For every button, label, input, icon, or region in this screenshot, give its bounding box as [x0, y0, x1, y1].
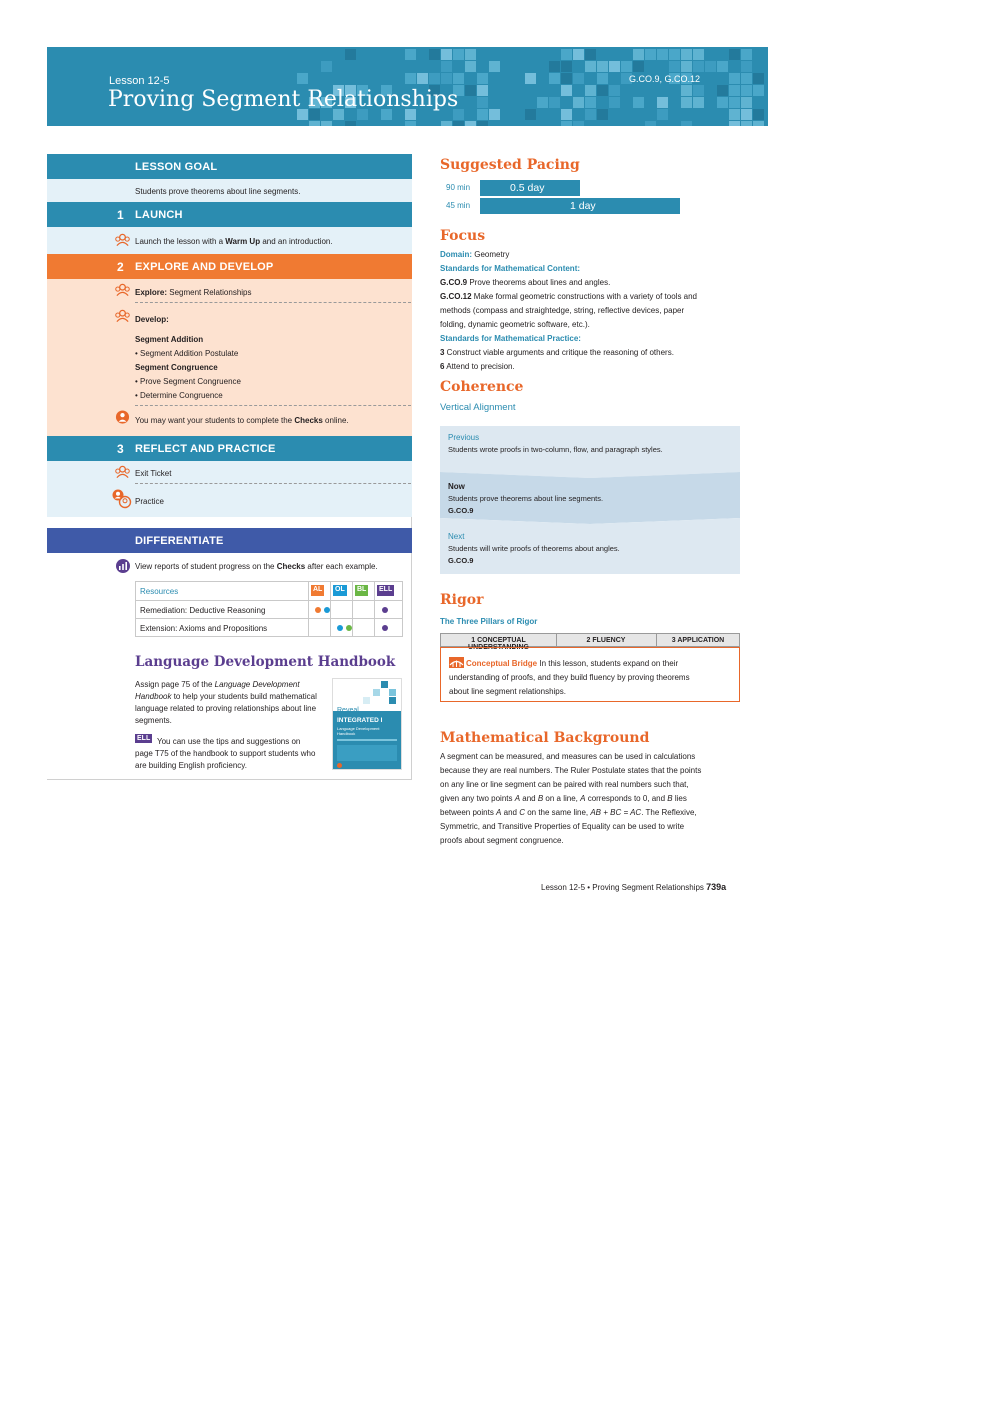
banner-tile	[645, 121, 656, 126]
banner-tile	[561, 61, 572, 72]
next-label: Next	[448, 532, 465, 541]
vertical-alignment-label: Vertical Alignment	[440, 402, 516, 413]
lesson-plan-column	[47, 154, 412, 780]
lesson-banner	[47, 47, 768, 126]
banner-tile	[741, 109, 752, 120]
practice-standard-6: 6 Attend to precision.	[440, 362, 515, 371]
banner-tile	[633, 49, 644, 60]
banner-tile	[477, 121, 488, 126]
ell-tag: ELL	[137, 735, 151, 742]
focus-heading: Focus	[440, 228, 486, 244]
now-standard: G.CO.9	[448, 506, 474, 515]
bridge-line: understanding of proofs, and they build fluency by proving theorems	[449, 673, 690, 682]
banner-tile	[633, 61, 644, 72]
resource-name: Extension: Axioms and Propositions	[140, 624, 268, 633]
reflect-bar	[47, 436, 412, 461]
ldh-text-line: are building English proficiency.	[135, 761, 247, 770]
banner-tile	[465, 85, 476, 96]
math-bg-line: A segment can be measured, and measures can be used in calculations	[440, 752, 696, 761]
al-dot	[315, 607, 321, 613]
pacing-bar-90: 0.5 day	[480, 180, 580, 196]
banner-tile	[657, 97, 668, 108]
develop-topic-2-item: • Determine Congruence	[135, 391, 223, 400]
launch-label: LAUNCH	[135, 209, 183, 221]
banner-tile	[741, 121, 752, 126]
banner-tile	[645, 49, 656, 60]
rigor-subheading: The Three Pillars of Rigor	[440, 617, 538, 626]
ol-dot	[337, 625, 343, 631]
banner-tile	[597, 85, 608, 96]
lesson-title: Proving Segment Relationships	[108, 87, 459, 112]
pacing-label-90: 90 min	[446, 183, 471, 192]
banner-tile	[681, 85, 692, 96]
banner-tile	[729, 121, 740, 126]
small-group-icon	[112, 489, 132, 509]
pillar-fluency: 2 FLUENCY	[586, 637, 626, 644]
banner-tile	[741, 49, 752, 60]
whole-class-icon	[115, 309, 130, 323]
banner-tile	[669, 49, 680, 60]
banner-tile	[549, 73, 560, 84]
checks-text: You may want your students to complete the Checks online.	[135, 416, 349, 425]
lesson-standards: G.CO.9, G.CO.12	[629, 74, 701, 84]
banner-tile	[465, 49, 476, 60]
banner-tile	[525, 109, 536, 120]
ldh-text-line: Assign page 75 of the Language Development	[135, 680, 300, 689]
lesson-goal-panel	[47, 179, 412, 202]
math-bg-line: because they are real numbers. The Ruler Postulate states that the points	[440, 766, 702, 775]
differentiate-label: DIFFERENTIATE	[135, 535, 224, 547]
reflect-label: REFLECT AND PRACTICE	[135, 443, 276, 455]
banner-tile	[741, 73, 752, 84]
banner-tile	[585, 85, 596, 96]
banner-tile	[681, 121, 692, 126]
banner-tile	[561, 73, 572, 84]
bridge-line: Conceptual Bridge In this lesson, students expand on their	[466, 659, 679, 668]
ldh-text-line: page T75 of the handbook to support students who	[135, 749, 316, 758]
now-label: Now	[448, 482, 465, 491]
banner-tile	[669, 61, 680, 72]
banner-tile	[561, 121, 572, 126]
banner-tile	[345, 49, 356, 60]
explore-label: EXPLORE AND DEVELOP	[135, 261, 274, 273]
handbook-cover	[332, 678, 402, 770]
banner-tile	[657, 109, 668, 120]
banner-tile	[429, 73, 440, 84]
banner-tile	[609, 61, 620, 72]
banner-tile	[729, 85, 740, 96]
now-text: Students prove theorems about line segments.	[448, 494, 604, 503]
banner-tile	[549, 97, 560, 108]
banner-tile	[477, 109, 488, 120]
math-bg-line: given any two points A and B on a line, A corresponds to 0, and B lies	[440, 794, 687, 803]
previous-label: Previous	[448, 433, 480, 442]
previous-text: Students wrote proofs in two-column, flow, and paragraph styles.	[448, 445, 663, 454]
page-number: 739a	[706, 882, 727, 892]
practice-item: Practice	[135, 497, 164, 506]
banner-tile	[681, 61, 692, 72]
ldh-text-line: language related to proving relationships about line	[135, 704, 317, 713]
table-header-row	[136, 582, 402, 600]
explore-bar	[47, 254, 412, 279]
banner-tile	[321, 121, 332, 126]
develop-label: Develop:	[135, 315, 169, 324]
pacing-bar-45: 1 day	[480, 198, 680, 214]
content-standards-label: Standards for Mathematical Content:	[440, 264, 581, 273]
explore-item: Explore: Segment Relationships	[135, 288, 252, 297]
develop-topic-1: Segment Addition	[135, 335, 204, 344]
banner-tile	[441, 73, 452, 84]
banner-tile	[597, 73, 608, 84]
page-footer: Lesson 12-5 • Proving Segment Relationships 739a	[541, 882, 727, 892]
banner-tile	[573, 73, 584, 84]
banner-tile	[405, 73, 416, 84]
banner-tile	[405, 121, 416, 126]
reports-chart-icon	[116, 559, 130, 573]
tag-ell: ELL	[377, 585, 394, 596]
banner-tile	[453, 121, 464, 126]
banner-tile	[729, 73, 740, 84]
banner-tile	[453, 49, 464, 60]
banner-tile	[573, 49, 584, 60]
banner-tile	[585, 49, 596, 60]
pacing-label-45: 45 min	[446, 201, 471, 210]
lesson-goal-bar	[47, 154, 412, 179]
ol-dot	[324, 607, 330, 613]
rigor-heading: Rigor	[440, 592, 484, 608]
banner-tile	[729, 97, 740, 108]
lesson-goal-text: Students prove theorems about line segments.	[135, 187, 301, 196]
math-background-heading: Mathematical Background	[440, 730, 650, 746]
rigor-pillars-header	[440, 633, 740, 651]
divider	[135, 302, 411, 303]
banner-tile	[753, 73, 764, 84]
banner-tile	[753, 121, 764, 126]
banner-tile	[585, 97, 596, 108]
divider	[135, 405, 411, 406]
differentiate-bar	[47, 528, 412, 553]
banner-tile	[441, 121, 452, 126]
book-brand: Reveal	[337, 707, 359, 714]
banner-tile	[717, 97, 728, 108]
banner-tile	[525, 73, 536, 84]
book-title: INTEGRATED I	[337, 717, 383, 724]
banner-tile	[609, 97, 620, 108]
practice-standard-3: 3 Construct viable arguments and critique the reasoning of others.	[440, 348, 674, 357]
next-standard: G.CO.9	[448, 556, 474, 565]
banner-tile	[441, 61, 452, 72]
lesson-goal-label: LESSON GOAL	[135, 161, 218, 173]
bridge-line: about line segment relationships.	[449, 687, 566, 696]
develop-topic-2: Segment Congruence	[135, 363, 218, 372]
table-row	[136, 618, 402, 636]
focus-domain: Domain: Geometry	[440, 250, 510, 259]
individual-icon	[115, 410, 130, 424]
math-bg-line: between points A and C on the same line, AB + BC = AC. The Reflexive,	[440, 808, 697, 817]
banner-tile	[741, 97, 752, 108]
banner-tile	[633, 97, 644, 108]
lesson-number: Lesson 12-5	[109, 75, 170, 87]
ldh-text-line: Handbook to help your students build mathematical	[135, 692, 317, 701]
banner-tile	[465, 61, 476, 72]
coherence-heading: Coherence	[440, 379, 524, 395]
banner-tile	[561, 49, 572, 60]
banner-tile	[477, 73, 488, 84]
banner-tile	[549, 61, 560, 72]
banner-tile	[573, 97, 584, 108]
whole-class-icon	[115, 233, 130, 247]
standard-gco9: G.CO.9 Prove theorems about lines and angles.	[440, 278, 611, 287]
standard-gco12-line: methods (compass and straightedge, string, reflective devices, paper	[440, 306, 685, 315]
banner-tile	[489, 109, 500, 120]
ell-dot	[382, 625, 388, 631]
launch-bar	[47, 202, 412, 227]
book-subtitle: Language Development Handbook	[337, 726, 380, 736]
pacing-heading: Suggested Pacing	[440, 157, 580, 173]
banner-tile	[657, 49, 668, 60]
banner-tile	[405, 49, 416, 60]
banner-tile	[753, 85, 764, 96]
banner-tile	[585, 109, 596, 120]
practice-standards-label: Standards for Mathematical Practice:	[440, 334, 581, 343]
banner-tile	[741, 85, 752, 96]
reflect-number: 3	[117, 442, 124, 456]
banner-tile	[729, 109, 740, 120]
banner-tile	[441, 49, 452, 60]
banner-tile	[693, 85, 704, 96]
exit-ticket-item: Exit Ticket	[135, 469, 172, 478]
banner-tile	[561, 85, 572, 96]
pillar-application: 3 APPLICATION	[671, 637, 725, 644]
develop-topic-2-item: • Prove Segment Congruence	[135, 377, 241, 386]
banner-tile	[705, 61, 716, 72]
banner-tile	[717, 85, 728, 96]
ldh-title: Language Development Handbook	[135, 654, 396, 670]
banner-tile	[597, 61, 608, 72]
banner-tile	[597, 109, 608, 120]
banner-tile	[717, 61, 728, 72]
banner-tile	[477, 85, 488, 96]
differentiate-text: View reports of student progress on the Checks after each example.	[135, 562, 378, 571]
math-bg-line: on any line or line segment can be paired with real numbers such that,	[440, 780, 689, 789]
banner-tile	[693, 61, 704, 72]
launch-text: Launch the lesson with a Warm Up and an introduction.	[135, 237, 333, 246]
math-bg-line: proofs about segment congruence.	[440, 836, 564, 845]
banner-tile	[321, 61, 332, 72]
resource-name: Remediation: Deductive Reasoning	[140, 606, 266, 615]
banner-tile	[609, 85, 620, 96]
banner-tile	[585, 61, 596, 72]
banner-tile	[729, 49, 740, 60]
banner-tile	[489, 61, 500, 72]
explore-panel	[47, 279, 412, 436]
develop-topic-1-item: • Segment Addition Postulate	[135, 349, 239, 358]
banner-tile	[681, 49, 692, 60]
whole-class-icon	[115, 283, 130, 297]
banner-tile	[681, 97, 692, 108]
banner-tile	[741, 61, 752, 72]
ldh-text-line: segments.	[135, 716, 172, 725]
banner-tile	[477, 97, 488, 108]
banner-tile	[561, 109, 572, 120]
explore-number: 2	[117, 260, 124, 274]
math-bg-line: Symmetric, and Transitive Properties of Equality can be used to write	[440, 822, 685, 831]
standard-gco12-line: folding, dynamic geometric software, etc.).	[440, 320, 590, 329]
conceptual-bridge-box	[440, 647, 740, 702]
ell-dot	[382, 607, 388, 613]
banner-tile	[297, 73, 308, 84]
divider	[135, 483, 411, 484]
whole-class-icon	[115, 465, 130, 479]
pillar-conceptual: 1 CONCEPTUAL UNDERSTANDING	[468, 637, 529, 651]
bridge-icon	[449, 657, 464, 668]
resources-header: Resources	[140, 587, 179, 596]
resources-table	[135, 581, 403, 637]
ldh-text-line: You can use the tips and suggestions on	[157, 737, 301, 746]
banner-tile	[753, 109, 764, 120]
banner-tile	[453, 73, 464, 84]
banner-tile	[465, 121, 476, 126]
banner-tile	[693, 97, 704, 108]
banner-tile	[309, 121, 320, 126]
banner-tile	[429, 49, 440, 60]
launch-number: 1	[117, 208, 124, 222]
tag-ol: OL	[333, 585, 347, 596]
reflect-panel	[47, 461, 412, 517]
banner-tile	[621, 61, 632, 72]
banner-tile	[417, 73, 428, 84]
standard-gco12: G.CO.12 Make formal geometric constructions with a variety of tools and	[440, 292, 698, 301]
bl-dot	[346, 625, 352, 631]
next-text: Students will write proofs of theorems about angles.	[448, 544, 620, 553]
tag-al: AL	[311, 585, 324, 596]
banner-tile	[537, 97, 548, 108]
banner-tile	[573, 121, 584, 126]
table-row	[136, 600, 402, 618]
banner-tile	[345, 121, 356, 126]
banner-tile	[693, 49, 704, 60]
launch-panel	[47, 227, 412, 254]
tag-bl: BL	[355, 585, 368, 596]
